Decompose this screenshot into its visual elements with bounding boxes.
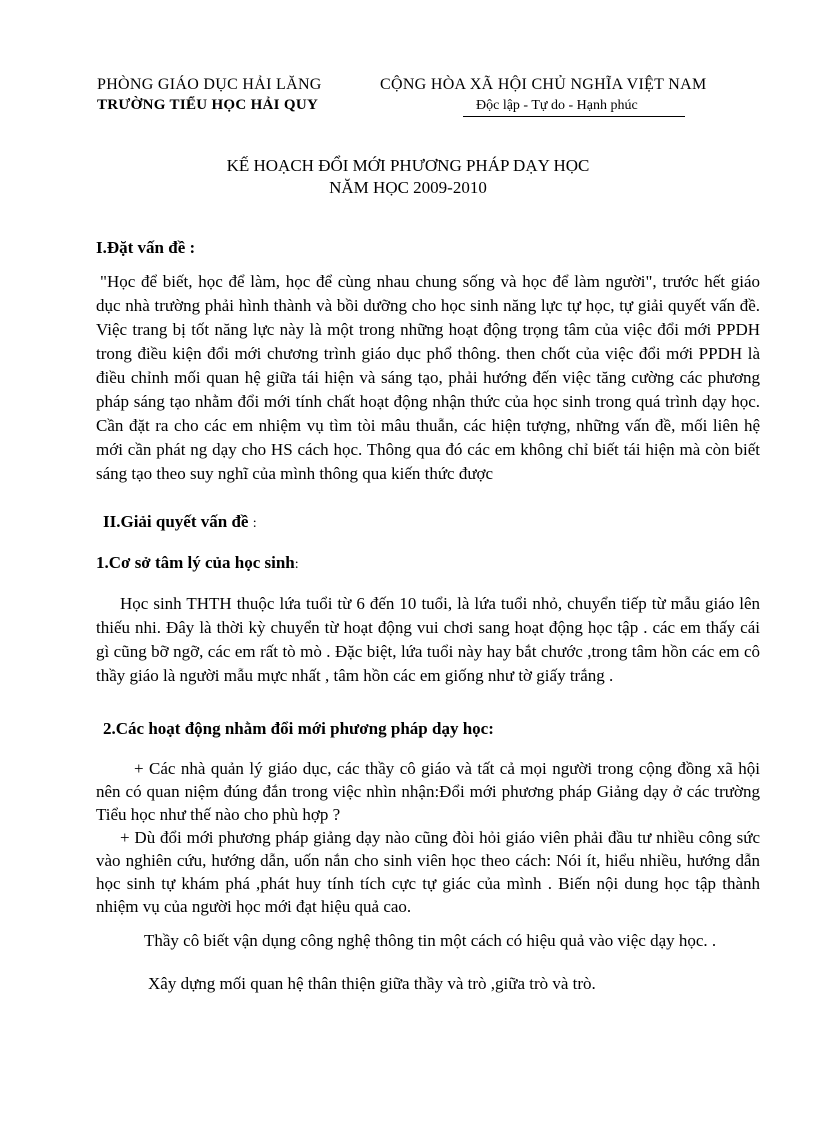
activity-paragraph-4: Xây dựng mối quan hệ thân thiện giữa thầy và trò ,giữa trò và trò. bbox=[148, 974, 596, 993]
national-motto: Độc lập - Tự do - Hạnh phúc bbox=[476, 98, 638, 113]
document-title: KẾ HOẠCH ĐỔI MỚI PHƯƠNG PHÁP DẠY HỌC bbox=[226, 156, 590, 175]
subsection-1-heading-suffix: : bbox=[294, 557, 299, 572]
country-name: CỘNG HÒA XÃ HỘI CHỦ NGHĨA VIỆT NAM bbox=[380, 76, 707, 93]
section-1-heading: I.Đặt vấn đề : bbox=[96, 238, 196, 257]
school-name: TRƯỜNG TIỂU HỌC HẢI QUY bbox=[97, 97, 319, 113]
department-name: PHÒNG GIÁO DỤC HẢI LĂNG bbox=[97, 76, 322, 93]
section-2-heading-suffix: : bbox=[252, 516, 257, 531]
subsection-1-paragraph: Học sinh THTH thuộc lứa tuổi từ 6 đến 10 tuổi, là lứa tuổi nhỏ, chuyển tiếp từ mẫu giáo lên thiếu nhi. Đây là thời kỳ chuyển từ hoạt động vui chơi sang hoạt động học tập . các em thấy cái gì cũng bỡ ngỡ, các em rất tò mò . Đặc biệt, lứa tuổi này hay bắt chước ,trong tâm hồn các em cô thầy giáo là người mẫu mực nhất , tâm hồn các em giống như tờ giấy trắng . bbox=[96, 594, 760, 685]
section-2-heading-text: II.Giải quyết vấn đề bbox=[103, 512, 249, 531]
subsection-1-heading bbox=[96, 553, 299, 573]
activity-paragraph-2: + Dù đổi mới phương pháp giảng dạy nào cũng đòi hỏi giáo viên phải đầu tư nhiều công sức vào nghiên cứu, hướng dẫn, uốn nắn cho sinh viên học theo cách: Nói ít, hiểu nhiều, hướng dẫn học sinh tự khám phá ,phát huy tính tích cực tự giác của mình . Biến nội dung học tập thành nhiệm vụ của người học mới đạt hiệu quả cao. bbox=[96, 828, 760, 916]
school-year: NĂM HỌC 2009-2010 bbox=[329, 178, 487, 197]
motto-underline bbox=[463, 116, 685, 117]
section-2-heading bbox=[103, 512, 257, 532]
activity-paragraph-3: Thầy cô biết vận dụng công nghệ thông tin một cách có hiệu quả vào việc dạy học. . bbox=[144, 931, 717, 950]
subsection-2-heading: 2.Các hoạt động nhằm đổi mới phương pháp dạy học: bbox=[103, 719, 494, 738]
subsection-1-heading-text: 1.Cơ sở tâm lý của học sinh bbox=[96, 553, 295, 572]
activity-paragraph-1: + Các nhà quản lý giáo dục, các thầy cô giáo và tất cả mọi người trong cộng đồng xã hội nên có quan niệm đúng đắn trong việc nhìn nhận:Đổi mới phương pháp Giảng dạy ở các trường Tiểu học như thế nào cho phù hợp ? bbox=[96, 759, 760, 824]
section-1-paragraph: "Học để biết, học để làm, học để cùng nhau chung sống và học để làm người", trước hết giáo dục nhà trường phải hình thành và bồi dưỡng cho học sinh năng lực tự học, tự giải quyết vấn đề. Việc trang bị tốt năng lực này là một trong những hoạt động trọng tâm của việc đổi mới PPDH trong điều kiện đổi mới chương trình giáo dục phổ thông. then chốt của việc đổi mới PPDH là điều chỉnh mối quan hệ giữa tái hiện và sáng tạo, phải hướng đến việc tăng cường các phương pháp sáng tạo nhằm đổi mới tính chất hoạt động nhận thức của học sinh trong quá trình dạy học. Cần đặt ra cho các em nhiệm vụ tìm tòi mâu thuẫn, các hiện tượng, những vấn đề, mối liên hệ mới cần phát ng dạy cho HS cách học. Thông qua đó các em không chỉ biết tái hiện mà còn biết sáng tạo theo suy nghĩ của mình thông qua kiến thức được bbox=[96, 272, 760, 483]
